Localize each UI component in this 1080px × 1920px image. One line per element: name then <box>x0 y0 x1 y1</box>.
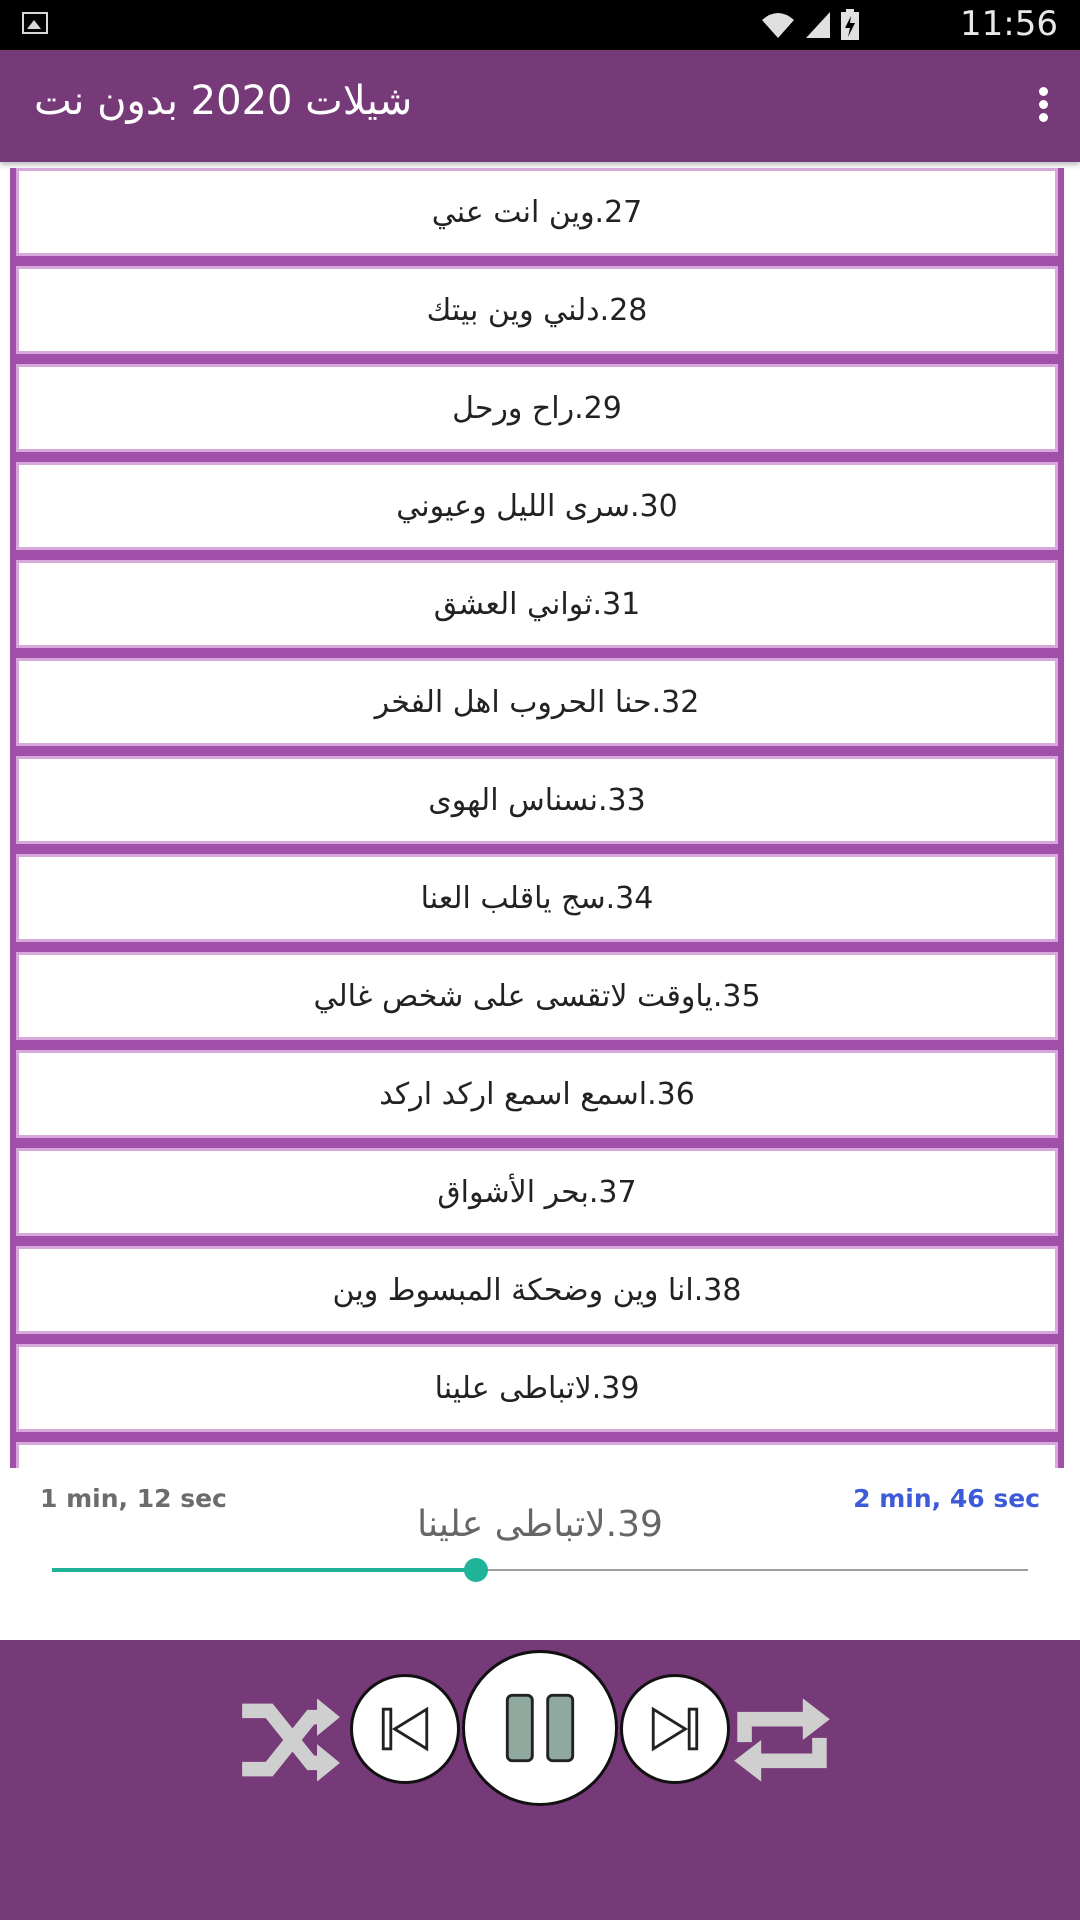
track-item[interactable] <box>16 1148 1058 1236</box>
seek-bar[interactable] <box>52 1569 1028 1571</box>
next-button[interactable] <box>620 1674 730 1784</box>
track-label: 34.سج ياقلب العنا <box>420 880 654 916</box>
previous-button[interactable] <box>350 1674 460 1784</box>
wifi-icon <box>760 10 796 40</box>
track-label: 32.حنا الحروب اهل الفخر <box>374 684 700 720</box>
now-playing-label: 39.لاتباطى علينا <box>417 1504 663 1545</box>
total-duration: 2 min, 46 sec <box>853 1484 1040 1513</box>
overflow-menu-icon[interactable] <box>1026 84 1060 128</box>
track-item[interactable] <box>16 1050 1058 1138</box>
track-item[interactable] <box>16 266 1058 354</box>
track-list[interactable] <box>10 168 1064 1468</box>
track-label: 38.انا وين وضحكة المبسوط وين <box>332 1272 742 1308</box>
player-info <box>0 1468 1080 1640</box>
track-label: 28.دلني وين بيتك <box>426 292 648 328</box>
seek-progress <box>52 1568 476 1572</box>
track-item[interactable] <box>16 1344 1058 1432</box>
repeat-icon[interactable] <box>730 1686 834 1794</box>
track-label: 33.نسناس الهوى <box>428 782 646 818</box>
app-bar <box>0 50 1080 162</box>
playback-controls <box>0 1640 1080 1920</box>
track-item[interactable] <box>16 658 1058 746</box>
track-label: 29.راح ورحل <box>452 390 622 426</box>
track-label: 30.سرى الليل وعيوني <box>396 488 678 524</box>
image-notification-icon <box>22 12 48 34</box>
track-item[interactable] <box>16 462 1058 550</box>
track-item[interactable] <box>16 952 1058 1040</box>
track-item[interactable] <box>16 560 1058 648</box>
skip-next-icon <box>623 1677 727 1781</box>
track-item[interactable] <box>16 364 1058 452</box>
track-item[interactable] <box>16 854 1058 942</box>
track-label: 35.ياوقت لاتقسى على شخص غالي <box>313 978 761 1014</box>
skip-previous-icon <box>353 1677 457 1781</box>
app-title: شيلات 2020 بدون نت <box>34 78 413 124</box>
status-icons <box>760 8 860 42</box>
status-bar <box>0 0 1080 50</box>
battery-charging-icon <box>840 9 860 41</box>
track-item[interactable] <box>16 168 1058 256</box>
track-label: 37.بحر الأشواق <box>437 1174 637 1210</box>
signal-icon <box>804 10 832 40</box>
track-item[interactable] <box>16 756 1058 844</box>
pause-button[interactable] <box>462 1650 618 1806</box>
track-label: 39.لاتباطى علينا <box>434 1370 640 1406</box>
elapsed-time: 1 min, 12 sec <box>40 1484 227 1513</box>
track-label: 36.اسمع اسمع اركد اركد <box>379 1076 695 1112</box>
track-item[interactable] <box>16 1246 1058 1334</box>
status-time: 11:56 <box>960 4 1058 44</box>
pause-icon <box>465 1653 615 1803</box>
track-item[interactable] <box>16 1442 1058 1468</box>
seek-thumb[interactable] <box>464 1558 488 1582</box>
shuffle-icon[interactable] <box>238 1688 342 1792</box>
track-label: 31.ثواني العشق <box>433 586 641 622</box>
now-playing-title <box>0 1504 1080 1545</box>
track-label: 27.وين انت عني <box>431 194 643 230</box>
